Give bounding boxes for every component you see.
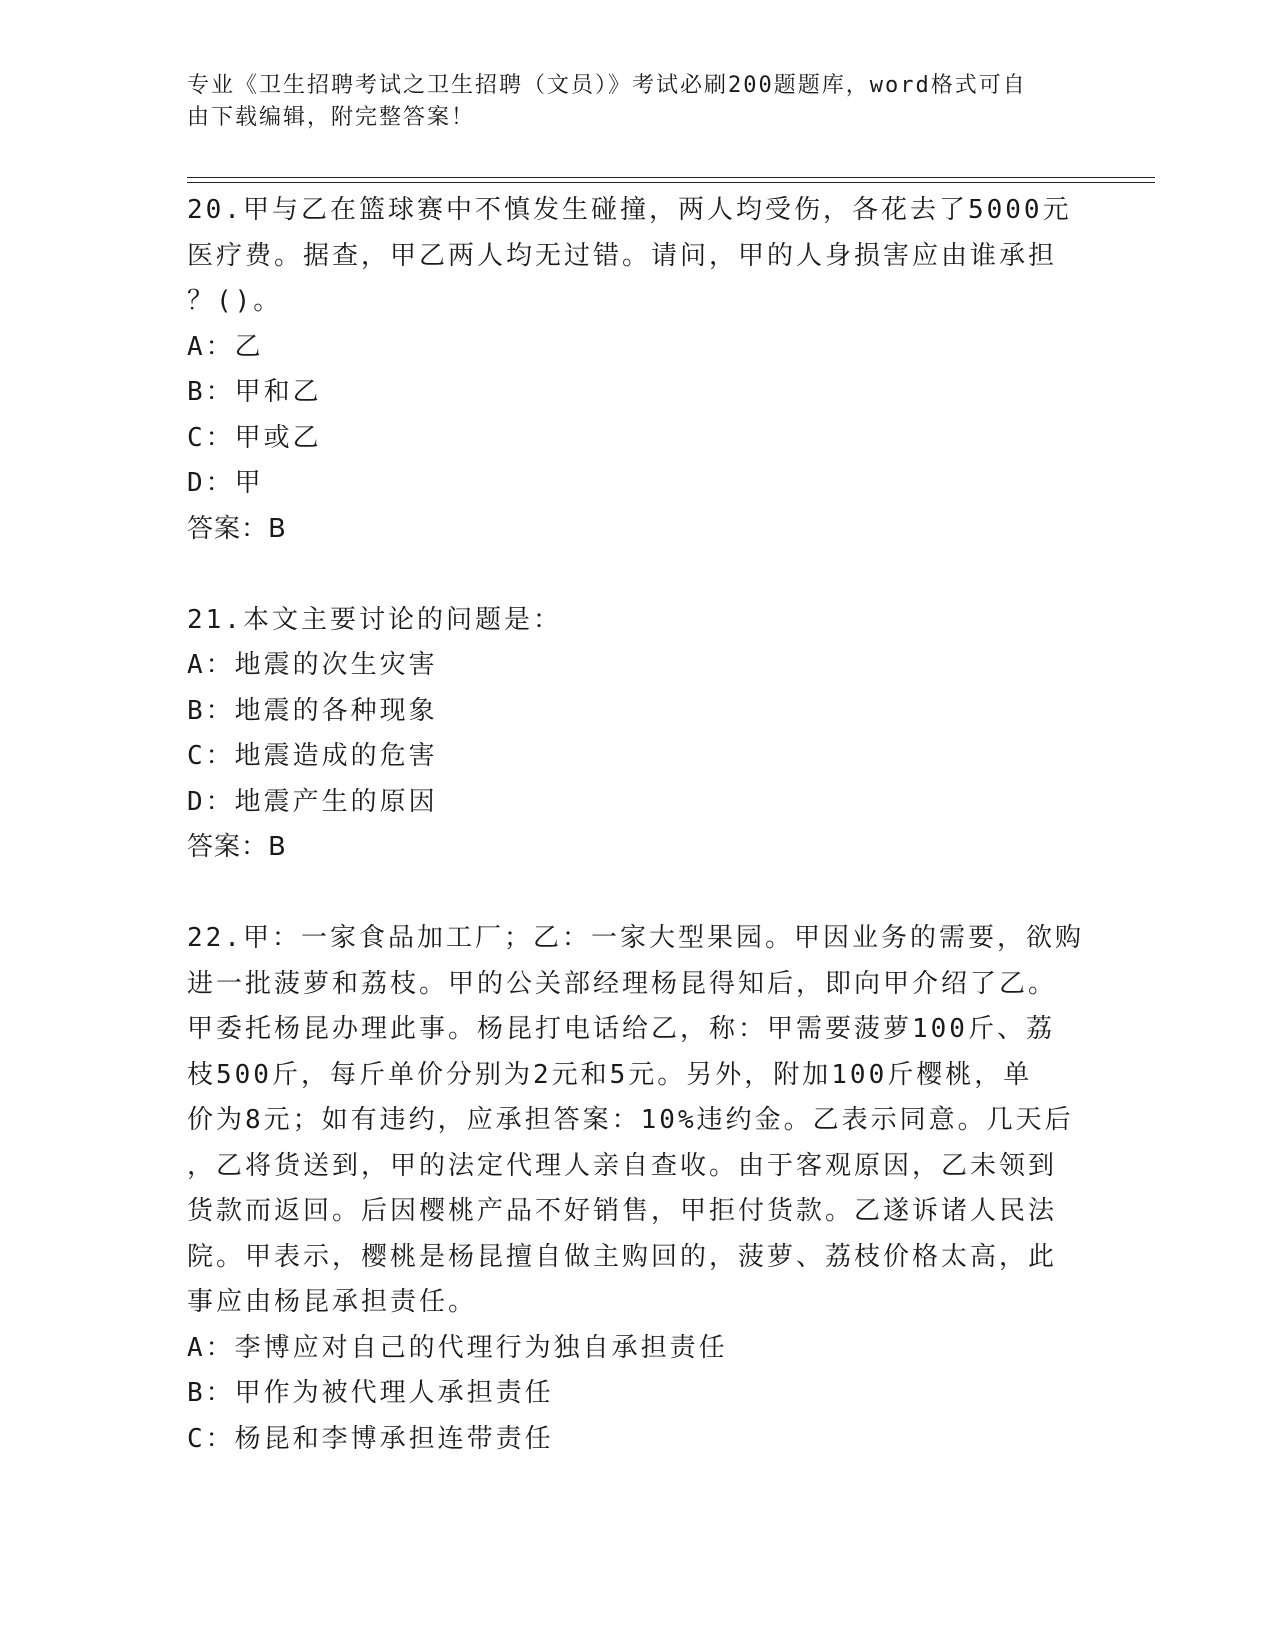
answer-label: 答案：B — [187, 832, 287, 862]
header-divider-top — [187, 177, 1155, 178]
question-list — [187, 188, 1087, 1462]
question-text-line: 枝500斤，每斤单价分别为2元和5元。另外，附加100斤樱桃，单 — [187, 1059, 1033, 1090]
question-text-line: 20.甲与乙在篮球赛中不慎发生碰撞，两人均受伤，各花去了5000元 — [187, 195, 1072, 225]
option-b: B：甲作为被代理人承担责任 — [187, 1378, 554, 1408]
question-20 — [187, 188, 1087, 552]
spacer — [187, 552, 1087, 598]
option-c: C：地震造成的危害 — [187, 741, 438, 771]
document-header — [187, 70, 1067, 134]
option-c: C：甲或乙 — [187, 422, 322, 453]
option-b: B：地震的各种现象 — [187, 695, 438, 726]
question-text-line: 21.本文主要讨论的问题是： — [187, 604, 562, 635]
header-line-2: 由下载编辑，附完整答案！ — [187, 105, 476, 130]
question-22 — [187, 916, 1087, 1462]
question-21 — [187, 598, 1087, 871]
question-text-line: ，乙将货送到，甲的法定代理人亲自查收。由于客观原因，乙未领到 — [187, 1150, 1058, 1181]
question-text-line: 事应由杨昆承担责任。 — [187, 1287, 478, 1317]
question-text-line: 甲委托杨昆办理此事。杨昆打电话给乙，称：甲需要菠萝100斤、荔 — [187, 1014, 1055, 1044]
option-b: B：甲和乙 — [187, 377, 322, 407]
answer-label: 答案：B — [187, 513, 287, 544]
question-text-line: 院。甲表示，樱桃是杨昆擅自做主购回的，菠萝、荔枝价格太高，此 — [187, 1241, 1058, 1272]
question-text-line: 医疗费。据查，甲乙两人均无过错。请问，甲的人身损害应由谁承担 — [187, 240, 1058, 271]
option-d: D：地震产生的原因 — [187, 786, 438, 817]
question-text-line: 货款而返回。后因樱桃产品不好销售，甲拒付货款。乙遂诉诸人民法 — [187, 1196, 1058, 1226]
header-line-1: 专业《卫生招聘考试之卫生招聘（文员）》考试必刷200题题库，word格式可自 — [187, 73, 1027, 98]
option-c: C：杨昆和李博承担连带责任 — [187, 1423, 554, 1454]
question-text-line: 22.甲：一家食品加工厂；乙：一家大型果园。甲因业务的需要，欲购 — [187, 923, 1084, 953]
question-text-line: 价为8元；如有违约，应承担答案：10%违约金。乙表示同意。几天后 — [187, 1105, 1074, 1135]
spacer — [187, 871, 1087, 917]
question-text-line: ？()。 — [187, 286, 283, 316]
option-a: A：地震的次生灾害 — [187, 650, 438, 680]
option-a: A：李博应对自己的代理行为独自承担责任 — [187, 1332, 728, 1363]
option-d: D：甲 — [187, 468, 264, 498]
question-text-line: 进一批菠萝和荔枝。甲的公关部经理杨昆得知后，即向甲介绍了乙。 — [187, 968, 1058, 999]
option-a: A：乙 — [187, 331, 264, 362]
header-divider-bottom — [187, 182, 1155, 183]
